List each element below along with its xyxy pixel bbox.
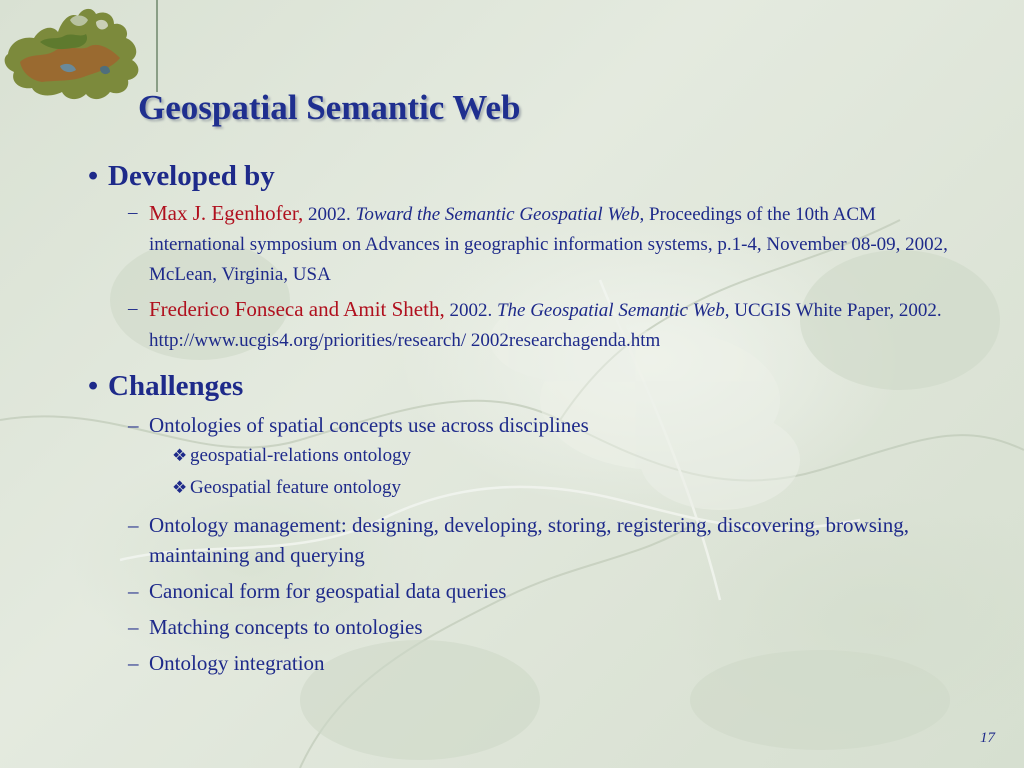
challenge-item	[88, 576, 948, 606]
reference-year: 2002.	[303, 204, 356, 225]
challenge-text: Ontologies of spatial concepts use across disciplines	[149, 413, 589, 437]
developed-by-heading: Developed by	[108, 160, 275, 192]
dash-glyph: –	[128, 298, 138, 319]
challenge-item	[88, 510, 948, 570]
challenge-item	[88, 648, 948, 678]
reference-title: Toward the Semantic Geospatial Web	[355, 204, 640, 225]
subitem-text: geospatial-relations ontology	[190, 445, 412, 466]
reference-year: 2002.	[444, 300, 497, 321]
challenge-item	[88, 612, 948, 642]
bullet-challenges	[88, 366, 948, 406]
reference-author: Frederico Fonseca and Amit Sheth	[149, 297, 440, 321]
challenges-heading: Challenges	[108, 370, 244, 402]
challenge-text: Matching concepts to ontologies	[149, 615, 423, 639]
challenge-item	[88, 410, 948, 440]
challenge-text: Ontology integration	[149, 651, 325, 675]
challenge-subitem	[88, 440, 948, 472]
dash-glyph: –	[128, 579, 139, 603]
bullet-glyph: •	[88, 160, 99, 192]
dash-glyph: –	[128, 202, 138, 223]
dash-glyph: –	[128, 513, 139, 537]
slide-body	[88, 156, 948, 678]
subitem-text: Geospatial feature ontology	[190, 477, 402, 498]
reference-item: – Frederico Fonseca and Amit Sheth, 2002. The Geospatial Semantic Web, UCGIS White Paper, 2002. http://www.ucgis4.org/priorities/research/ 2002researchagenda.htm	[88, 294, 948, 356]
challenge-text: Ontology management: designing, developing, storing, registering, discovering, browsing, maintaining and querying	[149, 513, 909, 567]
challenge-text: Canonical form for geospatial data queries	[149, 579, 507, 603]
page-number: 17	[980, 730, 995, 746]
canada-map-logo	[0, 2, 156, 106]
reference-details: , UCGIS White Paper, 2002. http://www.ucgis4.org/priorities/research/ 2002researchagenda.htm	[149, 300, 942, 351]
diamond-bullet-icon: ❖	[172, 446, 188, 465]
bullet-developed-by	[88, 156, 948, 196]
diamond-bullet-icon: ❖	[172, 478, 188, 497]
slide-title: Geospatial Semantic Web	[138, 88, 521, 127]
challenge-subitem	[88, 472, 948, 504]
header-divider-line	[156, 0, 158, 92]
dash-glyph: –	[128, 651, 139, 675]
reference-item: – Max J. Egenhofer, 2002. Toward the Semantic Geospatial Web, Proceedings of the 10th ACM international symposium on Advances in geographic information systems, p.1-4, November 08-09, 2002, McLean, Virginia, USA	[88, 198, 948, 290]
reference-title: The Geospatial Semantic Web	[496, 300, 725, 321]
dash-glyph: –	[128, 413, 139, 437]
reference-details: , Proceedings of the 10th ACM international symposium on Advances in geographic information systems, p.1-4, November 08-09, 2002, McLean, Virginia, USA	[149, 204, 948, 285]
reference-author: Max J. Egenhofer	[149, 201, 299, 225]
dash-glyph: –	[128, 615, 139, 639]
bullet-glyph: •	[88, 370, 99, 402]
